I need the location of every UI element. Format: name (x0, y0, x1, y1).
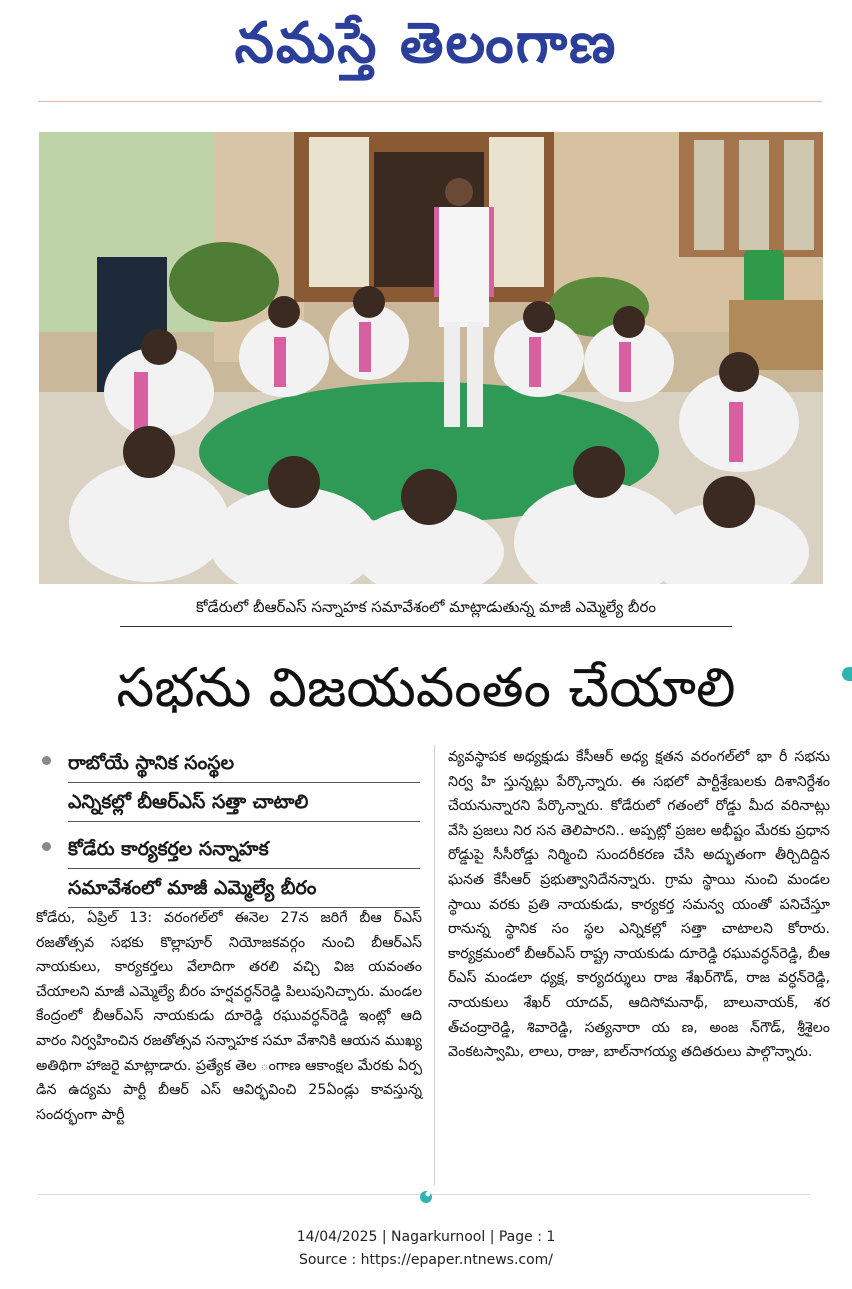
headline: సభను విజయవంతం చేయాలి (116, 656, 736, 719)
article-text-right: వ్యవస్థాపక అధ్యక్షుడు కేసీఆర్ అధ్య క్షతన వరంగల్‌లో భా రీ సభను నిర్వ హి స్తున్నట్లు పేర్కొన్నారు. ఈ సభలో పార్టీశ్రేణులకు దిశానిర్దేశం చేయనున్నారని పేర్కొన్నారు. కోడేరులో గతంలో రోడ్డు మీద వరినాట్లు వేసి ప్రజలు నిర సన తెలిపారని.. అప్పట్లో ప్రజల అభీష్టం మేరకు ప్రధాన రోడ్డుపై సీసీరోడ్డు నిర్మించి సుందరీకరణ చేసి అద్భుతంగా తీర్చిదిద్దిన ఘనత కేసీఆర్ ప్రభుత్వానిదేనన్నారు. గ్రామ స్థాయి నుంచి మండల స్థాయి వరకు ప్రతి నాయకుడు, కార్యకర్త సమన్వ యంతో పనిచేస్తూ రానున్న స్థానిక సం స్థల ఎన్నికల్లో సత్తా చాటాలని కోరారు. కార్యక్రమంలో బీఆర్ఎస్ రాష్ట్ర నాయకుడు దూరెడ్డి రఘువర్ధన్‌రెడ్డి, బీఆ ర్ఎస్ మండలా ధ్యక్ష, కార్యదర్శులు రాజ శేఖర్‌గౌడ్, రాజ వర్ధన్‌రెడ్డి, నాయకులు శేఖర్ యాదవ్, ఆదిసోమనాథ్, బాలునాయక్, శర త్‌చంద్రారెడ్డి, శివారెడ్డి, సత్యనారా య ణ, అంజ న్‌గౌడ్, శ్రీశైలం వెంకటస్వామి, లాలు, రాజు, బాల్‌నాగయ్య తదితరులు పాల్గొన్నారు. (448, 749, 830, 1061)
bullet-line: రాబోయే స్థానిక సంస్థల (68, 744, 420, 783)
bullet-line: ఎన్నికల్లో బీఆర్ఎస్ సత్తా చాటాలి (68, 783, 420, 822)
bullet-line: కోడేరు కార్యకర్తల సన్నాహక (68, 830, 420, 869)
news-photo (39, 132, 823, 584)
edition-info: 14/04/2025 | Nagarkurnool | Page : 1 (296, 1229, 556, 1245)
newspaper-logo: నమస్తే తెలంగాణ (234, 11, 618, 76)
bullet-dot-icon (42, 842, 51, 851)
column-divider (434, 745, 435, 1185)
meeting-photo-illustration (39, 132, 823, 584)
source-link[interactable]: Source : https://epaper.ntnews.com/ (298, 1252, 554, 1268)
page-edge-marker (842, 667, 852, 681)
bullet-dot-icon (42, 756, 51, 765)
photo-caption: కోడేరులో బీఆర్ఎస్ సన్నాహక సమావేశంలో మాట్లాడుతున్న మాజీ ఎమ్మెల్యే బీరం (120, 592, 732, 627)
article-end-icon (416, 1188, 436, 1204)
subheadline-bullets (38, 744, 420, 916)
masthead (0, 0, 852, 100)
article-column-left (36, 906, 422, 1127)
article-text-left: కోడేరు, ఏప్రిల్ 13: వరంగల్‌లో ఈనెల 27న జరిగే బీఆ ర్ఎస్ రజతోత్సవ సభకు కొల్లాపూర్ నియోజకవర్గం నుంచి బీఆర్ఎస్ నాయకులు, కార్యకర్తలు వేలాదిగా తరలి వచ్చి విజ యవంతం చేయాలని మాజీ ఎమ్మెల్యే బీరం హర్షవర్ధన్‌రెడ్డి పిలుపునిచ్చారు. మండల కేంద్రంలో బీఆర్ఎస్ నాయకుడు దూరెడ్డి రఘువర్ధన్‌రెడ్డి ఇంట్లో ఆది వారం నిర్వహించిన రజతోత్సవ సన్నాహక సమా వేశానికి ఆయన ముఖ్య అతిథిగా హాజరై మాట్లాడారు. ప్రత్యేక తెల ంగాణ ఆకాంక్షల మేరకు ఏర్ప డిన ఉద్యమ పార్టీ బీఆర్ ఎస్ ఆవిర్భవించి 25ఏండ్లు కావస్తున్న సందర్భంగా పార్టీ (36, 910, 423, 1123)
masthead-divider (38, 101, 822, 102)
article-column-right (448, 745, 830, 1065)
bullet-line: సమావేశంలో మాజీ ఎమ్మెల్యే బీరం (68, 869, 420, 908)
bullet-item (38, 830, 420, 908)
page-footer (0, 1226, 852, 1272)
bullet-item (38, 744, 420, 822)
